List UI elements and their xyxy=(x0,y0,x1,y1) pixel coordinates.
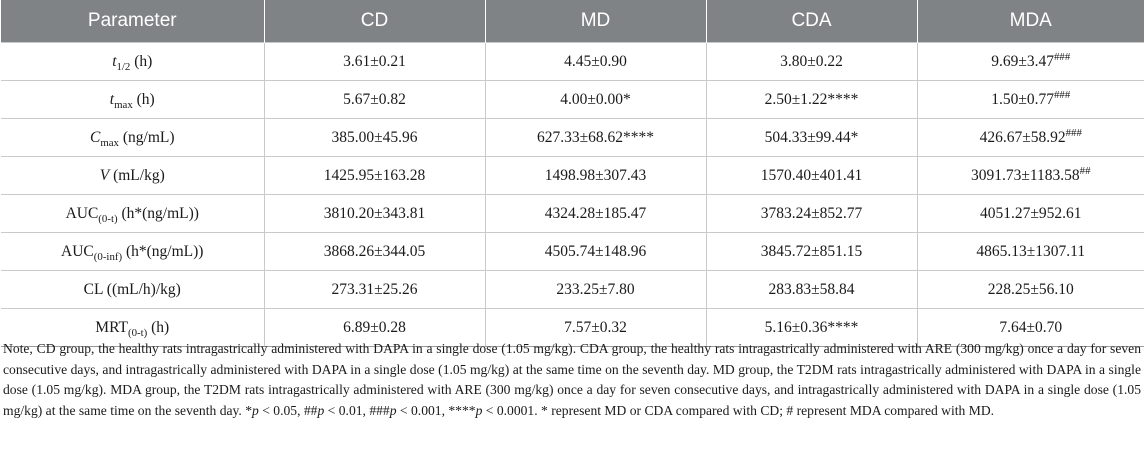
value-text: 2.50±1.22**** xyxy=(764,90,859,108)
value-text: 4505.74±148.96 xyxy=(544,242,647,260)
value-text: 1425.95±163.28 xyxy=(323,166,426,184)
parameter-symbol: C xyxy=(89,128,101,146)
value-text: 228.25±56.10 xyxy=(987,280,1074,298)
parameter-unit: (h*(ng/mL)) xyxy=(122,242,204,260)
header-parameter: Parameter xyxy=(1,0,264,43)
value-cell-mda xyxy=(917,81,1144,119)
value-cell-md xyxy=(485,81,706,119)
value-cell-cda xyxy=(706,233,917,271)
note-text: < 0.05, ## xyxy=(258,402,318,418)
value-text: 3868.26±344.05 xyxy=(323,242,426,260)
value-text: 627.33±68.62**** xyxy=(536,128,654,146)
value-cell-mda xyxy=(917,157,1144,195)
value-cell-cda xyxy=(706,43,917,81)
value-cell-cd xyxy=(264,119,485,157)
parameter-cell xyxy=(1,43,264,81)
note-text: < 0.0001. * represent MD or CDA compared with CD; # represent MDA compared with MD. xyxy=(482,402,995,418)
value-text: 4051.27±952.61 xyxy=(979,204,1082,222)
table-footnote xyxy=(3,339,1141,421)
parameter-subscript: (0-inf) xyxy=(93,250,123,263)
table-row xyxy=(1,195,1144,233)
value-cell-mda xyxy=(917,119,1144,157)
parameter-cell xyxy=(1,157,264,195)
value-cell-cda xyxy=(706,271,917,309)
significance-marker: ### xyxy=(1065,126,1082,139)
value-cell-mda xyxy=(917,233,1144,271)
note-italic-p: p xyxy=(252,402,259,418)
parameter-cell xyxy=(1,81,264,119)
value-text: 283.83±58.84 xyxy=(768,280,855,298)
parameter-subscript: max xyxy=(114,98,133,111)
parameter-cell xyxy=(1,233,264,271)
value-cell-md xyxy=(485,157,706,195)
parameter-unit: (mL/kg) xyxy=(109,166,165,184)
parameter-subscript: 1/2 xyxy=(116,60,131,73)
value-text: 3783.24±852.77 xyxy=(760,204,863,222)
value-text: 426.67±58.92 xyxy=(979,128,1066,146)
value-cell-cda xyxy=(706,195,917,233)
value-text: 9.69±3.47 xyxy=(991,52,1054,70)
table-row xyxy=(1,43,1144,81)
note-text: Note, CD group, the healthy rats intragastrically administered with DAPA in a single dose (1.05 mg/kg). CDA group, the healthy rats intragastrically administered with ARE (300 mg/kg) once a day for seven consecutive days, and intragastrically administered with DAPA in a single dose (1.05 mg/kg) at the same time on the seventh day. MD group, the T2DM rats intragastrically administered with DAPA in a single dose (1.05 mg/kg). MDA group, the T2DM rats intragastrically administered with ARE (300 mg/kg) once a day for seven consecutive days, and intragastrically administered with DAPA in a single dose (1.05 mg/kg) at the same time on the seventh day. * xyxy=(3,341,1141,418)
value-text: 273.31±25.26 xyxy=(331,280,418,298)
value-text: 6.89±0.28 xyxy=(343,318,406,336)
parameter-name: AUC xyxy=(61,242,94,260)
header-cd: CD xyxy=(264,0,485,43)
table-row xyxy=(1,119,1144,157)
significance-marker: ### xyxy=(1054,50,1071,63)
parameter-name: MRT xyxy=(95,318,128,336)
pk-parameters-table xyxy=(1,0,1144,347)
parameter-symbol: V xyxy=(99,166,110,184)
significance-marker: ### xyxy=(1054,88,1071,101)
value-text: 4324.28±185.47 xyxy=(544,204,647,222)
note-text: < 0.001, **** xyxy=(396,402,476,418)
note-text: < 0.01, ### xyxy=(324,402,390,418)
value-cell-mda xyxy=(917,271,1144,309)
significance-marker: ## xyxy=(1079,164,1091,177)
value-text: 3810.20±343.81 xyxy=(323,204,426,222)
value-cell-cda xyxy=(706,157,917,195)
parameter-name: CL ((mL/h)/kg) xyxy=(83,280,181,298)
value-cell-mda xyxy=(917,43,1144,81)
header-md: MD xyxy=(485,0,706,43)
table-header xyxy=(1,0,1144,43)
value-cell-cd xyxy=(264,271,485,309)
value-text: 233.25±7.80 xyxy=(556,280,635,298)
value-text: 1570.40±401.41 xyxy=(760,166,863,184)
value-cell-md xyxy=(485,43,706,81)
header-row xyxy=(1,0,1144,43)
value-cell-cd xyxy=(264,233,485,271)
parameter-symbol: t xyxy=(109,90,115,108)
value-text: 5.67±0.82 xyxy=(343,90,406,108)
value-cell-cd xyxy=(264,195,485,233)
parameter-unit: (h) xyxy=(130,52,153,70)
parameter-subscript: (0-t) xyxy=(127,326,148,339)
table-body xyxy=(1,43,1144,347)
value-text: 7.57±0.32 xyxy=(564,318,627,336)
table-row xyxy=(1,233,1144,271)
value-cell-cd xyxy=(264,157,485,195)
note-italic-p: p xyxy=(475,402,483,418)
value-cell-cd xyxy=(264,81,485,119)
value-text: 4.00±0.00* xyxy=(560,90,631,108)
value-cell-cda xyxy=(706,119,917,157)
parameter-subscript: max xyxy=(100,136,119,149)
value-text: 1.50±0.77 xyxy=(991,90,1054,108)
value-text: 7.64±0.70 xyxy=(999,318,1063,336)
value-text: 4.45±0.90 xyxy=(564,52,627,70)
value-text: 1498.98±307.43 xyxy=(544,166,647,184)
value-text: 3.80±0.22 xyxy=(780,52,843,70)
parameter-unit: (ng/mL) xyxy=(118,128,175,146)
parameter-unit: (h*(ng/mL)) xyxy=(117,204,199,222)
value-cell-cd xyxy=(264,43,485,81)
value-text: 4865.13±1307.11 xyxy=(976,242,1086,260)
value-cell-md xyxy=(485,119,706,157)
value-text: 3091.73±1183.58 xyxy=(970,166,1080,184)
parameter-unit: (h) xyxy=(132,90,155,108)
table-row xyxy=(1,81,1144,119)
parameter-cell xyxy=(1,119,264,157)
value-text: 3.61±0.21 xyxy=(343,52,406,70)
parameter-symbol: t xyxy=(112,52,117,70)
value-cell-md xyxy=(485,271,706,309)
table-row xyxy=(1,271,1144,309)
parameter-cell xyxy=(1,195,264,233)
table-row xyxy=(1,157,1144,195)
header-cda: CDA xyxy=(706,0,917,43)
note-italic-p: p xyxy=(317,402,325,418)
value-text: 504.33±99.44* xyxy=(764,128,859,146)
parameter-name: AUC xyxy=(65,204,99,222)
value-text: 385.00±45.96 xyxy=(331,128,418,146)
parameter-subscript: (0-t) xyxy=(98,212,118,225)
value-cell-md xyxy=(485,195,706,233)
value-cell-md xyxy=(485,233,706,271)
header-mda: MDA xyxy=(917,0,1144,43)
note-italic-p: p xyxy=(389,402,397,418)
value-text: 5.16±0.36**** xyxy=(764,318,859,336)
value-cell-cda xyxy=(706,81,917,119)
parameter-unit: (h) xyxy=(147,318,170,336)
value-cell-mda xyxy=(917,195,1144,233)
parameter-cell xyxy=(1,271,264,309)
value-text: 3845.72±851.15 xyxy=(760,242,863,260)
